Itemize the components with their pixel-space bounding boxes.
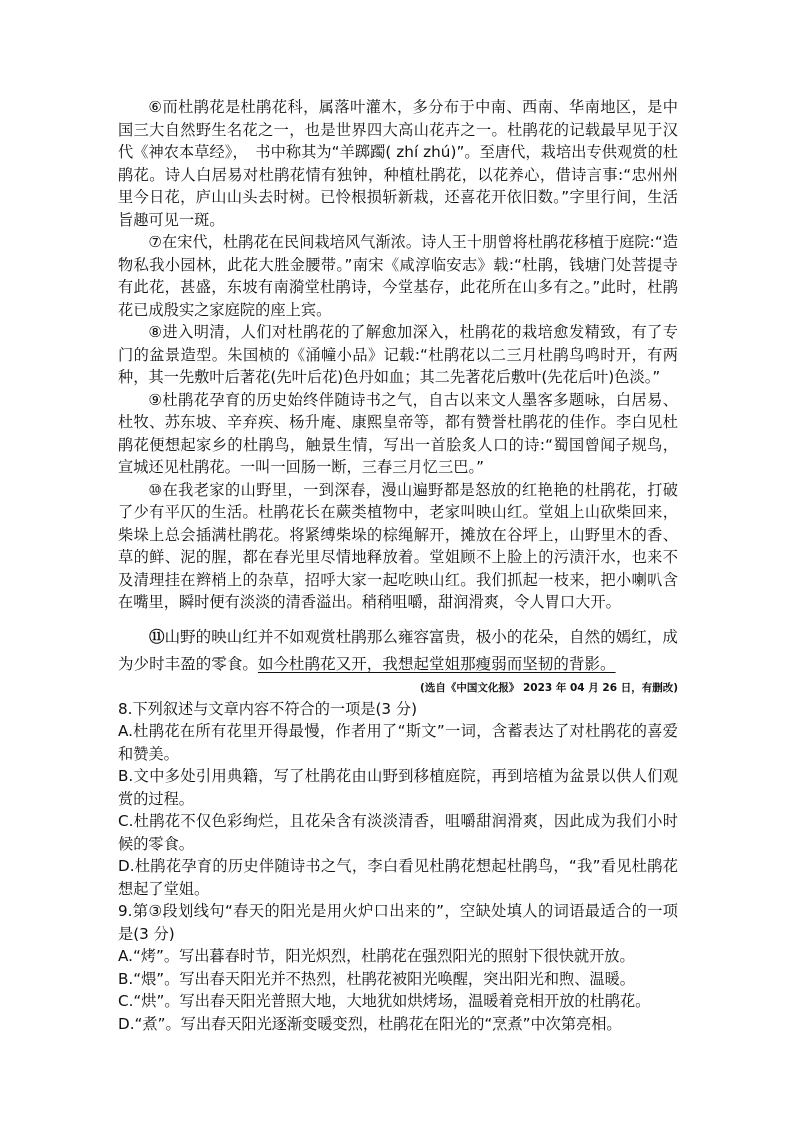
paragraph-11: [118, 624, 678, 678]
question-8-option-d: D.杜鹃花孕育的历史伴随诗书之气，李白看见杜鹃花想起杜鹃鸟，“我”看见杜鹃花想起了堂姐。: [118, 857, 678, 898]
source-citation: (选自《中国文化报》 2023 年 04 月 26 日，有删改): [420, 681, 678, 694]
question-9-option-b: B.“煨”。写出春天阳光并不热烈，杜鹃花被阳光唤醒，突出阳光和煦、温暖。: [118, 969, 635, 988]
question-9-option-d: D.“煮”。写出春天阳光逐渐变暖变烈，杜鹃花在阳光的“烹煮”中次第亮相。: [118, 1014, 622, 1033]
paragraph-10: ⑩在我老家的山野里，一到深春，漫山遍野都是怒放的红艳艳的杜鹃花，打破了少有平仄的生活。杜鹃花长在蕨类植物中，老家叫映山红。堂姐上山砍柴回来，柴垛上总会插满杜鹃花。将紧缚柴垛的棕绳解开，摊放在谷坪上，山野里木的香、草的鲜、泥的腥，都在春光里尽情地释放着。堂姐顾不上脸上的污渍汗水，也来不及清理挂在辫梢上的杂草，招呼大家一起吃映山红。我们抓起一枝来，把小喇叭含在嘴里，瞬时便有淡淡的清香溢出。稍稍咀嚼，甜润滑爽，令人胃口大开。: [118, 480, 678, 611]
question-9-stem: 9.第③段划线句“春天的阳光是用火炉口出来的”，空缺处填人的词语最适合的一项是(3 分): [118, 902, 678, 943]
paragraph-11-text: 山野的映山红并不如观赏杜鹃那么雍容富贵，极小的花朵，自然的嫣红，成为少时丰盈的零食。: [118, 627, 678, 673]
question-8-option-b: B.文中多处引用典籍，写了杜鹃花由山野到移植庭院，再到培植为盆景以供人们观赏的过程。: [118, 767, 678, 808]
paragraph-9: ⑨杜鹃花孕育的历史始终伴随诗书之气，自古以来文人墨客多题咏，白居易、杜牧、苏东坡、辛弃疾、杨升庵、康熙皇帝等，都有赞誉杜鹃花的佳作。李白见杜鹃花便想起家乡的杜鹃鸟，触景生情，写出一首脍炙人口的诗:“蜀国曾闻子规鸟，宣城还见杜鹃花。一叫一回肠一断，三春三月忆三巴。”: [118, 390, 678, 476]
paragraph-8: ⑧进入明清，人们对杜鹃花的了解愈加深入，杜鹃花的栽培愈发精致，有了专门的盆景造型。朱国桢的《涌幢小品》记载:“杜鹃花以二三月杜鹃鸟鸣时开，有两种，其一先敷叶后著花(先叶后花)色丹如血；其二先著花后敷叶(先花后叶)色淡。”: [118, 323, 678, 386]
paragraph-11-number: ⑪: [149, 627, 165, 646]
question-8-stem: 8.下列叙述与文章内容不符合的一项是(3 分): [118, 699, 418, 718]
paragraph-7: ⑦在宋代，杜鹃花在民间栽培风气渐浓。诗人王十朋曾将杜鹃花移植于庭院:“造物私我小园林，此花大胜金腰带。”南宋《咸淳临安志》载:“杜鹃，钱塘门处菩提寺有此花，甚盛，东坡有南漪堂杜鹃诗，今堂基存，此花所在山多有之。”此时，杜鹃花已成殷实之家庭院的座上宾。: [118, 233, 678, 319]
question-9-option-a: A.“烤”。写出暮春时节，阳光炽烈，杜鹃花在强烈阳光的照射下很快就开放。: [118, 947, 635, 965]
paragraph-11-underlined-sentence: 如今杜鹃花又开，我想起堂姐那瘦弱而坚韧的背影。: [257, 654, 616, 673]
question-8-option-a: A.杜鹃花在所有花里开得最慢，作者用了“斯文”一词，含蓄表达了对杜鹃花的喜爱和赞美。: [118, 722, 678, 763]
question-9-option-c: C.“烘”。写出春天阳光普照大地，大地犹如烘烤场，温暖着竞相开放的杜鹃花。: [118, 992, 651, 1010]
document-page: [118, 96, 678, 1035]
paragraph-6: ⑥而杜鹃花是杜鹃花科，属落叶灌木，多分布于中南、西南、华南地区，是中国三大自然野生名花之一，也是世界四大高山花卉之一。杜鹃花的记载最早见于汉代《神农本草经》， 书中称其为“羊踯躅( zhí zhú)”。至唐代，栽培出专供观赏的杜鹃花。诗人白居易对杜鹃花情有独钟，种植杜鹃花，以花养心，借诗言事:“忠州州里今日花，庐山山头去时树。已怜根损斩新栽，还喜花开依旧数。”字里行间，生活旨趣可见一斑。: [118, 98, 678, 229]
question-8-option-c: C.杜鹃花不仅色彩绚烂，且花朵含有淡淡清香，咀嚼甜润滑爽，因此成为我们小时候的零食。: [118, 812, 678, 853]
